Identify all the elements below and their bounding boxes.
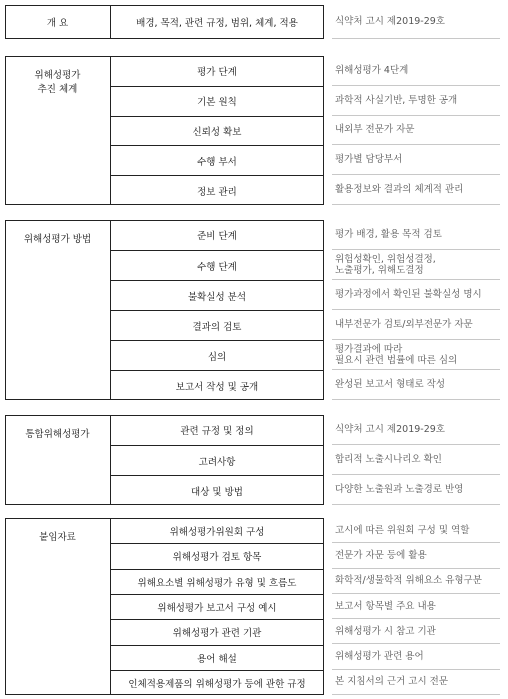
description-line: 본 지침서의 근거 고시 전문 (335, 676, 449, 688)
description-line: 다양한 노출원과 노출경로 반영 (335, 484, 464, 495)
description-line: 평가과정에서 확인된 불확실성 명시 (335, 289, 482, 300)
structure-item: 수행 부서 (110, 145, 324, 175)
item-description (332, 543, 500, 568)
structure-item: 준비 단계 (197, 231, 237, 242)
description-line: 내외부 전문가 자문 (335, 124, 415, 136)
item-description (332, 619, 500, 644)
item-description (332, 475, 500, 505)
structure-item: 위해요소별 위해성평가 유형 및 흐름도 (110, 569, 324, 594)
description-line: 위해성평가 시 참고 기관 (335, 625, 436, 637)
item-description (332, 310, 500, 340)
description-line: 고시에 따른 위원회 구성 및 역할 (335, 524, 470, 536)
structure-item: 불확실성 분석 (110, 280, 324, 310)
structure-item: 위해성평가 보고서 구성 예시 (110, 594, 324, 619)
category-line: 위해성평가 (34, 70, 81, 81)
item-description (332, 340, 500, 370)
structure-item: 관련 규정 및 정의 (180, 426, 254, 437)
description-line: 식약처 고시 제2019-29호 (335, 16, 445, 27)
structure-item: 기본 원칙 (110, 86, 324, 116)
structure-item: 심의 (110, 340, 324, 370)
description-line: 완성된 보고서 형태로 작성 (335, 379, 446, 390)
description-line: 활용정보와 결과의 체계적 관리 (335, 184, 464, 196)
description-line: 위해성평가 4단계 (335, 64, 409, 76)
item-description (332, 56, 500, 86)
description-line: 전문가 자문 등에 활용 (335, 549, 427, 561)
item-description (332, 5, 500, 39)
structure-item: 수행 단계 (110, 250, 324, 280)
description-line: 평가별 담당부서 (335, 154, 403, 166)
item-description (332, 86, 500, 116)
structure-item: 정보 관리 (110, 175, 324, 205)
category-line: 추진 체계 (37, 84, 78, 95)
description-line: 과학적 사실기반, 투명한 공개 (335, 94, 458, 106)
category-line: 통합위해성평가 (25, 429, 90, 440)
structure-item: 용어 해설 (110, 645, 324, 670)
description-line: 평가결과에 따라 (335, 343, 403, 355)
item-description (332, 645, 500, 670)
description-line: 필요시 관련 법률에 따른 심의 (335, 354, 458, 366)
structure-item: 결과의 검토 (110, 310, 324, 340)
description-line: 평가 배경, 활용 목적 검토 (335, 229, 442, 240)
item-description (332, 250, 500, 280)
item-description (332, 415, 500, 445)
section-category-label (5, 69, 110, 97)
structure-item: 배경, 목적, 관련 규정, 범위, 체계, 적용 (136, 18, 298, 29)
item-description (332, 370, 500, 400)
item-description (332, 175, 500, 205)
item-description (332, 116, 500, 146)
description-line: 노출평가, 위해도결정 (335, 264, 424, 276)
item-description (332, 145, 500, 175)
description-line: 보고서 항목별 주요 내용 (335, 600, 436, 612)
structure-item: 위해성평가 관련 기관 (110, 619, 324, 644)
section-category-label (5, 5, 110, 39)
description-line: 합리적 노출시나리오 확인 (335, 454, 442, 465)
structure-item: 고려사항 (110, 445, 324, 475)
category-line: 개 요 (46, 18, 69, 29)
description-line: 위험성확인, 위험성결정, (335, 253, 436, 265)
item-description (332, 280, 500, 310)
section-category-label (5, 428, 110, 442)
category-line: 위해성평가 방법 (23, 234, 92, 245)
description-line: 화학적/생물학적 위해요소 유형구분 (335, 575, 482, 587)
structure-item: 대상 및 방법 (110, 475, 324, 505)
section-category-label (5, 531, 110, 545)
item-description (332, 445, 500, 475)
structure-item: 신뢰성 확보 (110, 116, 324, 146)
structure-item: 인체적용제품의 위해성평가 등에 관한 규정 (110, 670, 324, 695)
item-description (332, 569, 500, 594)
section-category-label (5, 233, 110, 247)
structure-item: 보고서 작성 및 공개 (110, 370, 324, 400)
structure-item: 평가 단계 (197, 66, 237, 78)
structure-item: 위해성평가 검토 항목 (110, 543, 324, 568)
description-line: 위해성평가 관련 용어 (335, 651, 424, 663)
category-line: 붙임자료 (39, 532, 76, 543)
description-line: 내부전문가 검토/외부전문가 자문 (335, 319, 473, 330)
item-description (332, 518, 500, 543)
description-line: 식약처 고시 제2019-29호 (335, 424, 445, 435)
item-description (332, 670, 500, 695)
item-description (332, 594, 500, 619)
item-description (332, 220, 500, 250)
structure-item: 위해성평가위원회 구성 (169, 526, 265, 538)
